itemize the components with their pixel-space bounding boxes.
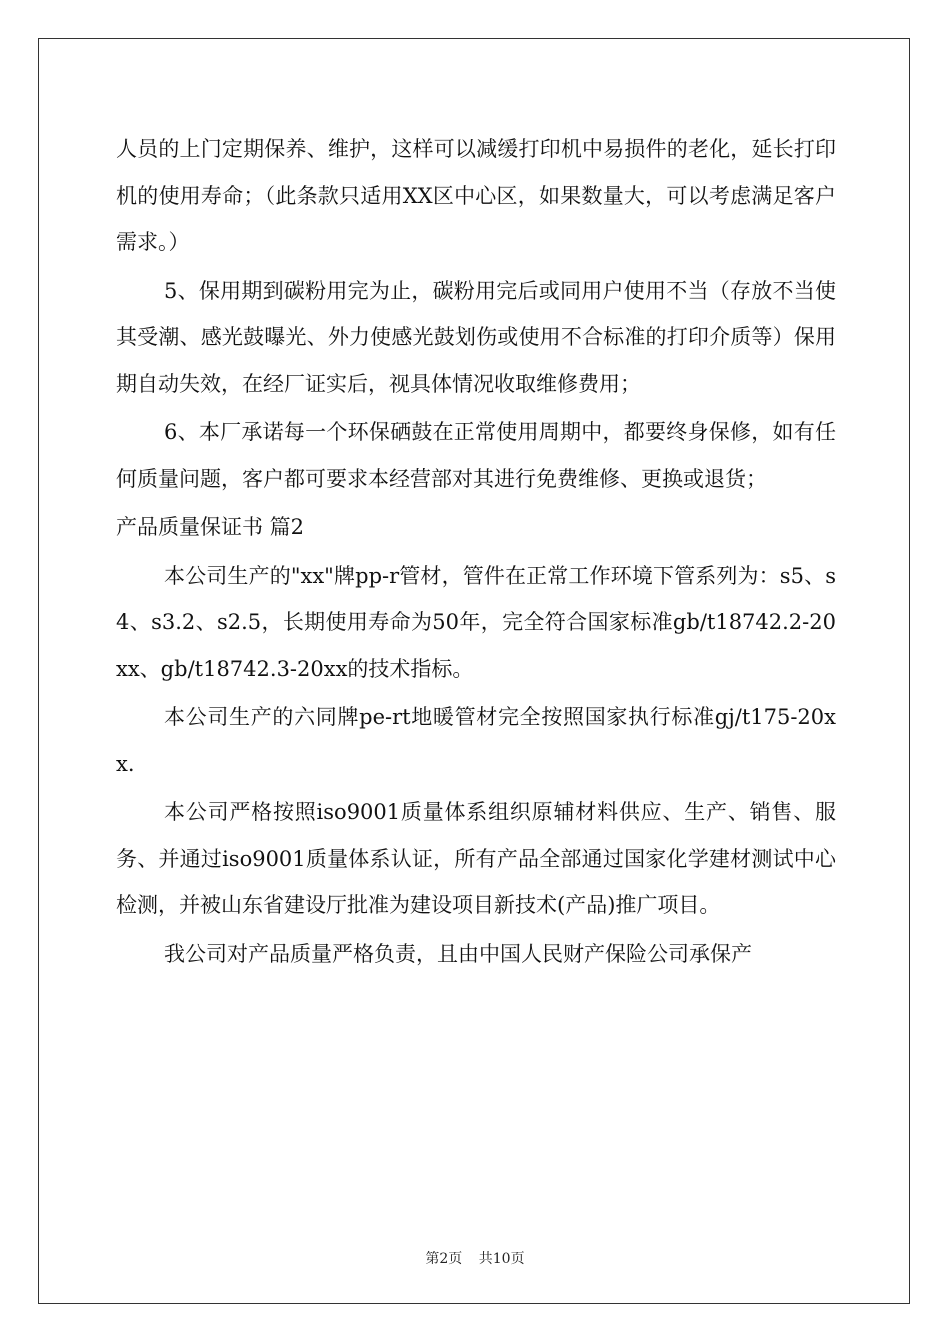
- document-body: [116, 126, 836, 979]
- section-heading: 产品质量保证书 篇2: [116, 515, 305, 539]
- paragraph-quality-responsibility: 我公司对产品质量严格负责，且由中国人民财产保险公司承保产: [164, 941, 752, 966]
- page-footer: [0, 1248, 950, 1268]
- paragraph-clause-6: 6、本厂承诺每一个环保硒鼓在正常使用周期中，都要终身保修，如有任何质量问题，客户都可要求本经营部对其进行免费维修、更换或退货；: [116, 420, 836, 491]
- paragraph-iso-certification: 本公司严格按照iso9001质量体系组织原辅材料供应、生产、销售、服务、并通过iso9001质量体系认证，所有产品全部通过国家化学建材测试中心检测，并被山东省建设厅批准为建设项目新技术(产品)推广项目。: [116, 800, 836, 917]
- paragraph-ppr-pipes: 本公司生产的"xx"牌pp-r管材，管件在正常工作环境下管系列为：s5、s4、s3.2、s2.5，长期使用寿命为50年，完全符合国家标准gb/t18742.2-20xx、gb/t18742.3-20xx的技术指标。: [116, 563, 836, 681]
- paragraph-pert-pipes: 本公司生产的六同牌pe-rt地暖管材完全按照国家执行标准gj/t175-20xx.: [116, 705, 836, 776]
- page-number: 第2页: [425, 1251, 463, 1267]
- paragraph-1: 人员的上门定期保养、维护，这样可以减缓打印机中易损件的老化，延长打印机的使用寿命；（此条款只适用XX区中心区，如果数量大，可以考虑满足客户需求。）: [116, 137, 836, 254]
- page-total: 共10页: [478, 1251, 525, 1267]
- paragraph-clause-5: 5、保用期到碳粉用完为止，碳粉用完后或同用户使用不当（存放不当使其受潮、感光鼓曝光、外力使感光鼓划伤或使用不合标准的打印介质等）保用期自动失效，在经厂证实后，视具体情况收取维修费用；: [116, 278, 836, 396]
